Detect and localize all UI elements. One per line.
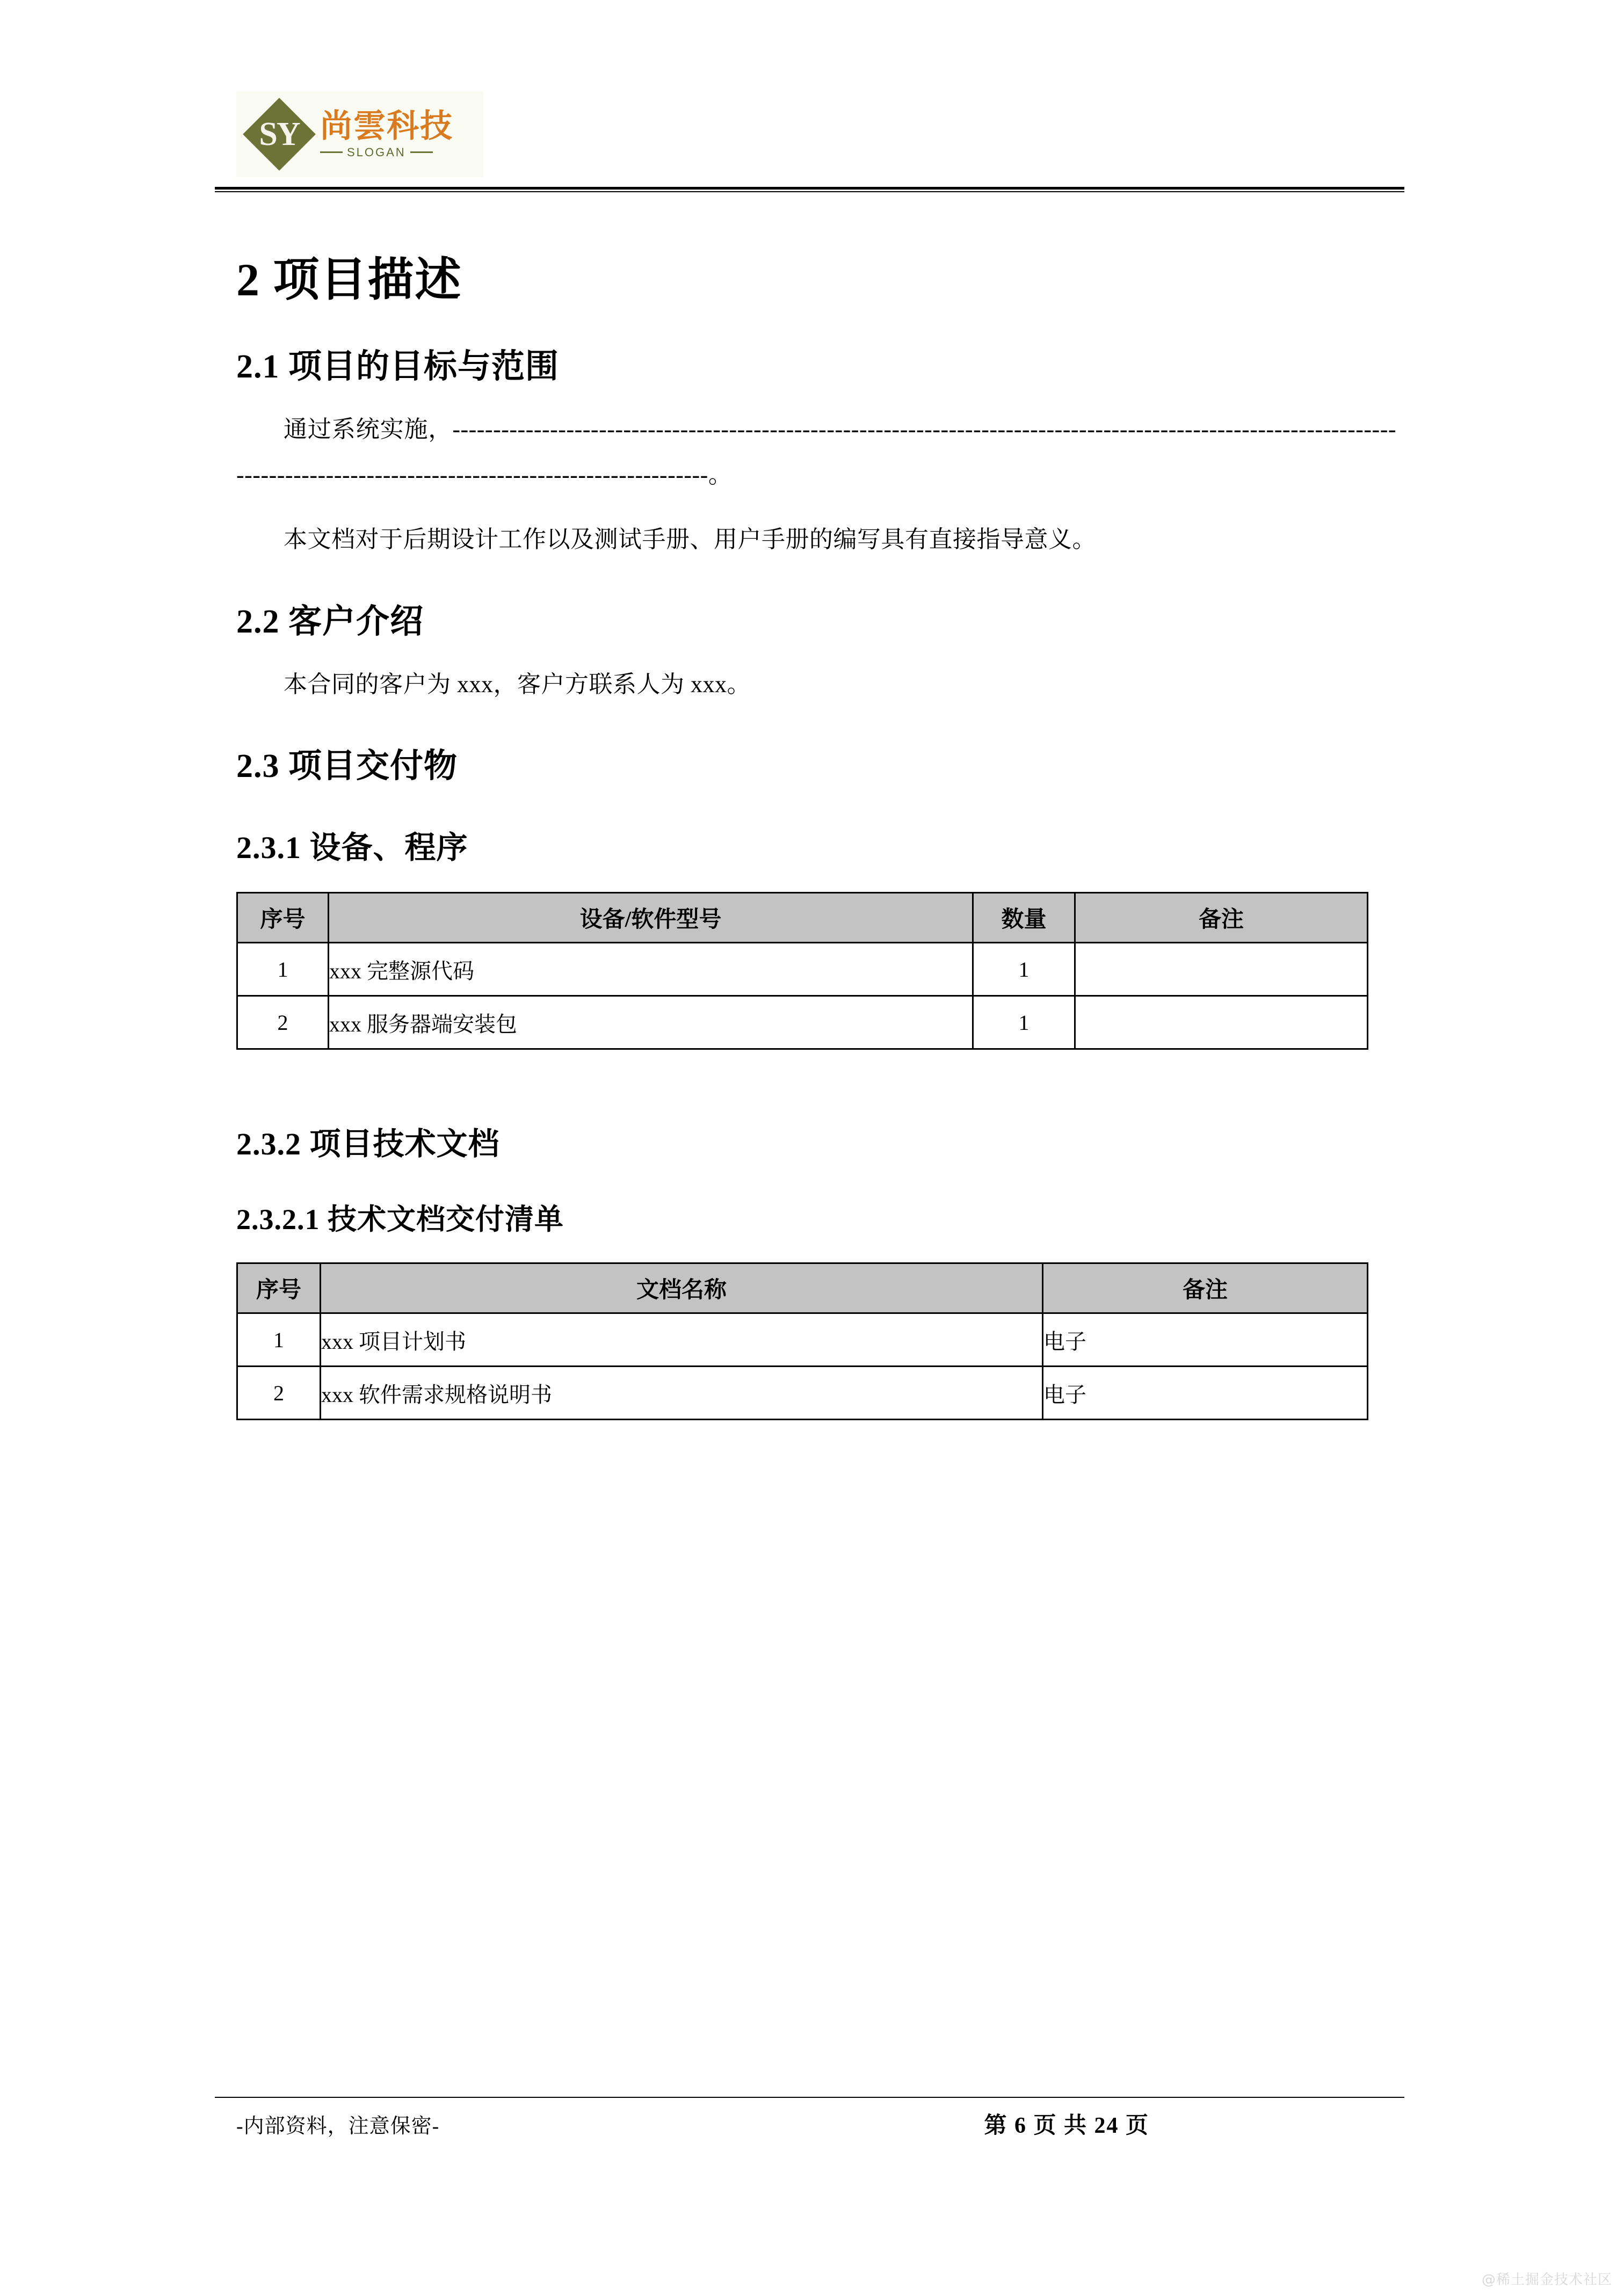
cell-remark: 电子 <box>1043 1313 1368 1367</box>
header-divider <box>215 187 1404 192</box>
page-number: 第 6 页 共 24 页 <box>984 2113 1149 2138</box>
logo-slogan: SLOGAN <box>347 145 406 159</box>
logo-text-block <box>320 107 453 159</box>
cell-remark <box>1075 996 1368 1049</box>
table-row <box>237 1367 1368 1420</box>
cell-device-model: xxx 完整源代码 <box>329 943 973 996</box>
company-logo <box>236 91 483 177</box>
page-title: 2 项目描述 <box>236 254 462 306</box>
slogan-left-rule-icon <box>320 151 343 153</box>
logo-company-name: 尚雲科技 <box>320 107 453 145</box>
cell-index: 1 <box>237 943 329 996</box>
watermark: @稀土掘金技术社区 <box>1481 2272 1612 2288</box>
slogan-right-rule-icon <box>410 151 433 153</box>
cell-quantity: 1 <box>973 943 1075 996</box>
footer-divider <box>215 2097 1404 2098</box>
cell-remark: 电子 <box>1043 1367 1368 1420</box>
table-row <box>237 1313 1368 1367</box>
cell-document-name: xxx 项目计划书 <box>321 1313 1043 1367</box>
table-row <box>237 943 1368 996</box>
column-header-index: 序号 <box>237 1263 321 1313</box>
cell-index: 1 <box>237 1313 321 1367</box>
table-header-row <box>237 893 1368 943</box>
logo-diamond-icon <box>242 97 317 172</box>
paragraph-2-1-1: 通过系统实施，------------------------------------------------------------------------------------------------------------------------------------------------------------------------------。 <box>236 416 1396 489</box>
cell-device-model: xxx 服务器端安装包 <box>329 996 973 1049</box>
page-header <box>236 91 1396 177</box>
cell-index: 2 <box>237 1367 321 1420</box>
logo-slogan-row <box>320 146 453 159</box>
table-header-row <box>237 1263 1368 1313</box>
cell-quantity: 1 <box>973 996 1075 1049</box>
column-header-document-name: 文档名称 <box>321 1263 1043 1313</box>
heading-2-2: 2.2 客户介绍 <box>236 604 424 641</box>
column-header-quantity: 数量 <box>973 893 1075 943</box>
cell-remark <box>1075 943 1368 996</box>
column-header-remark: 备注 <box>1075 893 1368 943</box>
devices-table <box>236 892 1368 1050</box>
heading-2-3-2-1: 2.3.2.1 技术文档交付清单 <box>236 1203 564 1236</box>
paragraph-2-1-2: 本文档对于后期设计工作以及测试手册、用户手册的编写具有直接指导意义。 <box>284 526 1096 553</box>
cell-document-name: xxx 软件需求规格说明书 <box>321 1367 1043 1420</box>
documents-table <box>236 1262 1368 1420</box>
heading-2-3: 2.3 项目交付物 <box>236 748 458 785</box>
column-header-remark: 备注 <box>1043 1263 1368 1313</box>
paragraph-2-2-1: 本合同的客户为 xxx，客户方联系人为 xxx。 <box>284 671 751 697</box>
heading-2-1: 2.1 项目的目标与范围 <box>236 348 560 386</box>
confidentiality-note: -内部资料，注意保密- <box>236 2115 440 2138</box>
document-body <box>236 215 1396 1420</box>
column-header-device-model: 设备/软件型号 <box>329 893 973 943</box>
heading-2-3-2: 2.3.2 项目技术文档 <box>236 1127 500 1162</box>
table-row <box>237 996 1368 1049</box>
logo-initials: SY <box>259 116 300 152</box>
cell-index: 2 <box>237 996 329 1049</box>
column-header-index: 序号 <box>237 893 329 943</box>
page-footer <box>236 2108 1396 2140</box>
heading-2-3-1: 2.3.1 设备、程序 <box>236 830 468 865</box>
